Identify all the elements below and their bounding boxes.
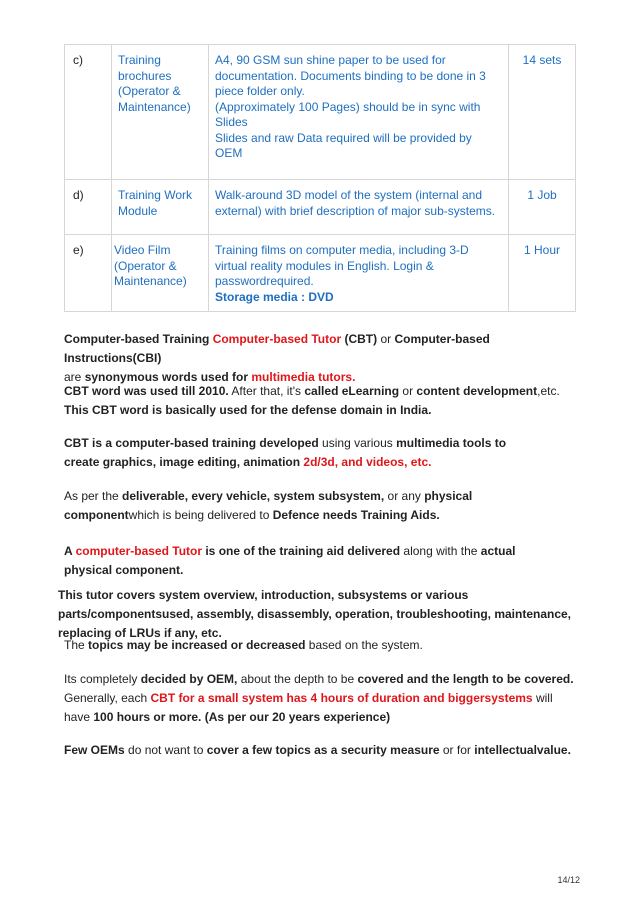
text-run: physical component	[64, 489, 473, 522]
text-run: CBT for a small system has 4 hours of duration and biggersystems	[150, 691, 533, 705]
row-description	[209, 180, 509, 235]
text-run: do not want to	[124, 743, 207, 757]
text-run: or any	[384, 489, 425, 503]
text-run: (CBT)	[341, 332, 378, 346]
text-run: based on the system.	[305, 638, 423, 652]
row-quantity: 1 Job	[509, 180, 576, 235]
text-run: are	[64, 370, 85, 384]
row-description	[209, 45, 509, 180]
row-description	[209, 235, 509, 312]
text-run: actual physical component.	[64, 544, 516, 577]
text-run: synonymous words used for	[84, 370, 252, 384]
desc-line: Training films on computer media, including 3-D virtual reality modules in English. Login & passwordrequired.	[215, 243, 469, 288]
text-run: intellectualvalue.	[474, 743, 571, 757]
page-number: 14/12	[557, 875, 580, 885]
text-run: is one of the training aid delivered	[202, 544, 401, 558]
text-run: After that, it's	[228, 384, 305, 398]
paragraph-oem-decision	[64, 670, 574, 727]
row-quantity: 1 Hour	[509, 235, 576, 312]
text-run: ,etc.	[537, 384, 560, 398]
text-run: or	[399, 384, 417, 398]
text-run: will have	[64, 691, 553, 724]
paragraph-cbt-synonyms	[64, 330, 564, 387]
text-run: which is being delivered to	[128, 508, 273, 522]
text-run: covered and the length to be covered.	[357, 672, 574, 686]
text-run: CBT is a computer-based training developed	[64, 436, 319, 450]
text-run: using various	[318, 436, 397, 450]
text-run: content development	[416, 384, 538, 398]
text-run: Its completely	[64, 672, 141, 686]
row-serial: d)	[65, 180, 112, 235]
desc-line-bold: Storage media : DVD	[215, 289, 334, 304]
paragraph-deliverables	[64, 487, 554, 525]
text-run: computer-based Tutor	[75, 544, 203, 558]
row-item: Video Film (Operator & Maintenance)	[112, 235, 209, 312]
text-run: Generally, each	[64, 691, 151, 705]
paragraph-cbt-definition	[64, 434, 534, 472]
paragraph-training-aid	[64, 542, 564, 580]
paragraph-tutor-coverage: This tutor covers system overview, introduction, subsystems or various parts/componentsused, assembly, disassembly, operation, troubleshooting, maintenance, replacing of LRUs if any, etc.	[58, 588, 572, 640]
row-item: Training Work Module	[112, 180, 209, 235]
deliverables-table	[64, 44, 576, 312]
text-run: decided by OEM,	[140, 672, 238, 686]
text-run: along with the	[400, 544, 481, 558]
row-serial: e)	[65, 235, 112, 312]
text-run: Computer-based Tutor	[212, 332, 342, 346]
table-row	[65, 235, 576, 312]
desc-line: Slides and raw Data required will be provided by OEM	[215, 130, 472, 160]
text-run: A	[64, 544, 76, 558]
text-run: CBT word was used till 2010.	[64, 384, 229, 398]
row-item: Training brochures (Operator & Maintenance)	[112, 45, 209, 180]
text-run: or	[377, 332, 395, 346]
paragraph-cbt-history	[64, 382, 564, 420]
paragraph-topics	[64, 636, 564, 655]
row-quantity: 14 sets	[509, 45, 576, 180]
desc-line: A4, 90 GSM sun shine paper to be used for documentation. Documents binding to be done in 3 piece folder only.	[215, 53, 486, 98]
text-run: or for	[439, 743, 475, 757]
text-run: Computer-based Instructions(CBI)	[64, 332, 490, 365]
text-run: topics may be increased or decreased	[88, 638, 306, 652]
text-run: deliverable, every vehicle, system subsystem,	[122, 489, 385, 503]
text-run: Defence needs Training Aids.	[272, 508, 440, 522]
text-run: cover a few topics as a security measure	[206, 743, 440, 757]
text-run: multimedia tools to create graphics, image editing, animation	[64, 436, 507, 469]
desc-line: Walk-around 3D model of the system (internal and external) with brief description of major sub-systems.	[215, 188, 496, 218]
paragraph-few-oems	[64, 741, 574, 760]
row-serial: c)	[65, 45, 112, 180]
text-run: about the depth to be	[237, 672, 358, 686]
text-run: 2d/3d, and videos, etc.	[303, 455, 432, 469]
text-run: This CBT word is basically used for the defense domain in India.	[64, 403, 432, 417]
text-run: called eLearning	[304, 384, 400, 398]
text-run: As per the	[64, 489, 123, 503]
text-run: multimedia tutors.	[251, 370, 356, 384]
desc-line: (Approximately 100 Pages) should be in sync with Slides	[215, 99, 481, 129]
text-run: The	[64, 638, 89, 652]
table-row	[65, 180, 576, 235]
text-run: Computer-based Training	[64, 332, 213, 346]
table-row	[65, 45, 576, 180]
text-run: Few OEMs	[64, 743, 125, 757]
text-run: 100 hours or more. (As per our 20 years experience)	[93, 710, 391, 724]
